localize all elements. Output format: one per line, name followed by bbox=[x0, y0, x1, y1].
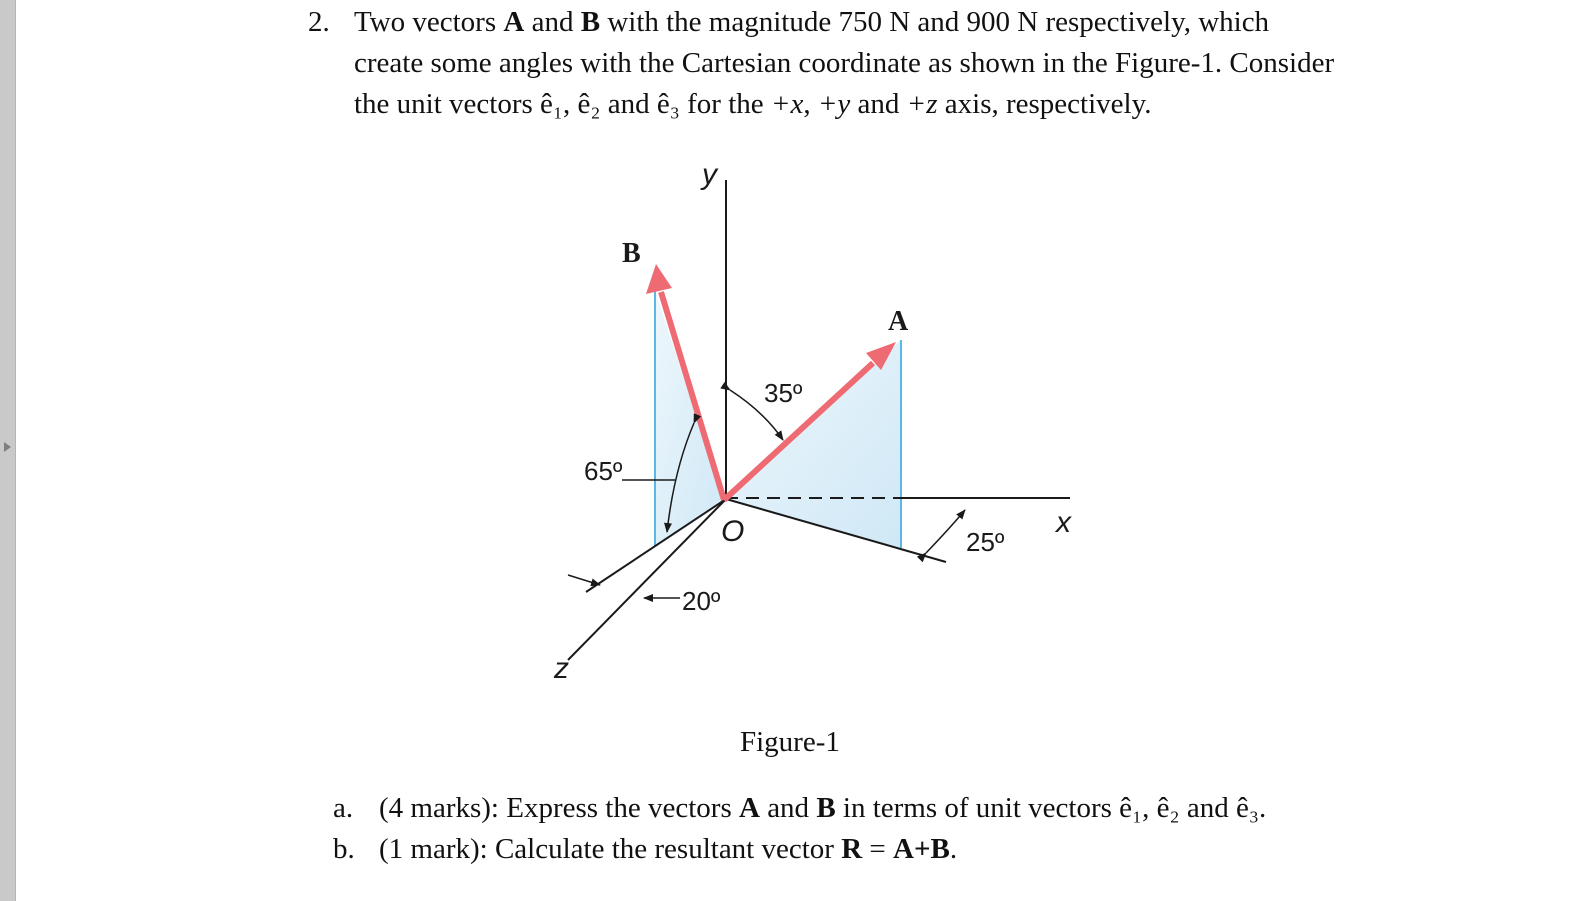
question-text-segment: with the magnitude 750 N and 900 N respectively, which bbox=[600, 6, 1270, 38]
vector-sum-ref: A+B bbox=[893, 833, 950, 865]
part-a-text: in terms of unit vectors bbox=[835, 792, 1120, 824]
angle-label-20: 20º bbox=[682, 586, 721, 616]
part-b-text: = bbox=[862, 833, 894, 865]
part-a-text: and bbox=[759, 792, 817, 824]
vector-b-label: B bbox=[622, 238, 641, 269]
part-a-text: . bbox=[1259, 792, 1267, 824]
question-text-segment: , bbox=[803, 88, 818, 120]
vector-a-label: A bbox=[888, 306, 909, 337]
axis-x-ref: +x bbox=[770, 88, 804, 120]
part-a-text: (4 marks): Express the vectors bbox=[379, 792, 739, 824]
question-text bbox=[354, 2, 1444, 125]
part-b-marker: b. bbox=[333, 833, 355, 865]
part-a bbox=[333, 790, 1266, 826]
angle-arc-25 bbox=[926, 510, 965, 553]
vector-b-arrowhead bbox=[646, 264, 672, 294]
question-text-segment: Two vectors bbox=[354, 6, 504, 38]
y-axis-label: y bbox=[702, 158, 717, 191]
question-line-3 bbox=[354, 84, 1444, 125]
vector-a-ref: A bbox=[738, 792, 760, 824]
angle-label-35: 35º bbox=[764, 378, 803, 408]
question-text-segment: for the bbox=[679, 88, 771, 120]
part-a-marker: a. bbox=[333, 792, 354, 824]
z-axis-label: z bbox=[554, 652, 569, 685]
axis-y-ref: +y bbox=[817, 88, 851, 120]
angle-pointer-z bbox=[568, 575, 600, 585]
x-axis-label: x bbox=[1056, 506, 1071, 539]
vector-a-ref: A bbox=[503, 6, 525, 38]
vector-figure bbox=[540, 150, 1100, 690]
vector-b-ref: B bbox=[580, 6, 601, 38]
question-text-segment: axis, respectively. bbox=[937, 88, 1152, 120]
expand-arrow-icon[interactable] bbox=[4, 442, 11, 452]
angle-label-25: 25º bbox=[966, 527, 1005, 557]
question-text-segment: the unit vectors bbox=[354, 88, 541, 120]
origin-label: O bbox=[721, 515, 745, 548]
part-b bbox=[333, 831, 957, 867]
angle-label-65: 65º bbox=[584, 456, 623, 486]
axis-z-ref: +z bbox=[906, 88, 938, 120]
part-b-text: . bbox=[949, 833, 958, 865]
vector-b-ref: B bbox=[816, 792, 836, 824]
question-text-segment: and bbox=[850, 88, 907, 120]
question-line-1 bbox=[354, 2, 1444, 43]
unit-vectors: ê₁, ê₂ and ê₃ bbox=[540, 88, 680, 120]
figure-caption: Figure-1 bbox=[740, 726, 840, 758]
vector-a-projection-plane bbox=[723, 340, 901, 548]
vector-r-ref: R bbox=[841, 833, 863, 865]
figure-diagram bbox=[540, 150, 1100, 690]
part-b-text: (1 mark): Calculate the resultant vector bbox=[379, 833, 842, 865]
z-axis bbox=[568, 499, 726, 660]
question-number: 2. bbox=[308, 6, 330, 38]
unit-vectors: ê₁, ê₂ and ê₃ bbox=[1119, 792, 1259, 824]
question-text-segment: and bbox=[524, 6, 581, 38]
question-line-2: create some angles with the Cartesian coordinate as shown in the Figure-1. Consider bbox=[354, 47, 1335, 79]
left-gutter bbox=[0, 0, 16, 901]
